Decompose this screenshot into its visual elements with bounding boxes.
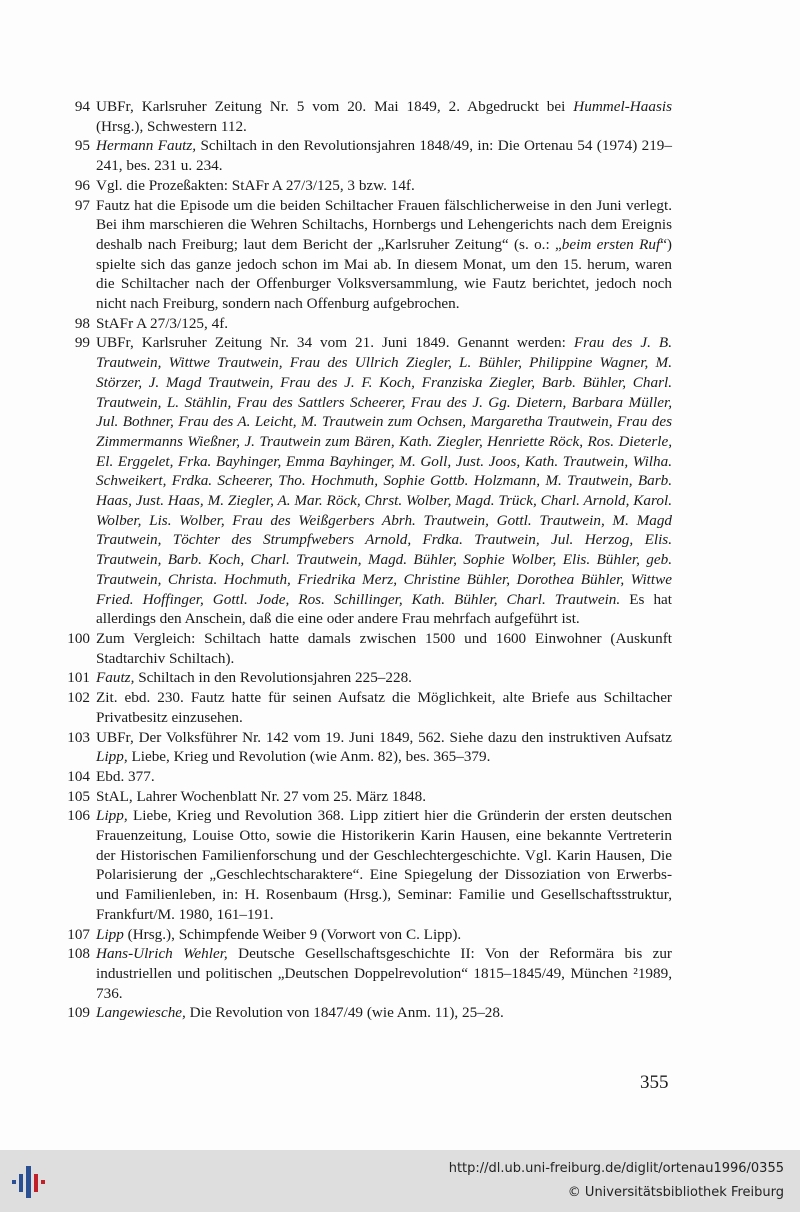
footnote-italic-segment: Lipp (96, 925, 124, 943)
footnote-text (96, 196, 672, 314)
footnote-item (58, 333, 672, 629)
copyright-text: © Universitätsbibliothek Freiburg (567, 1185, 784, 1200)
footnote-segment: Schiltach in den Revolutionsjahren 225–228. (134, 669, 412, 687)
footnote-item (58, 97, 672, 136)
page-number: 355 (640, 1072, 669, 1093)
footnote-segment: Zum Vergleich: Schiltach hatte damals zwischen 1500 und 1600 Einwohner (Auskunft Stadtarchiv Schiltach). (96, 629, 672, 667)
footnote-item (58, 176, 672, 196)
footnote-number: 105 (67, 787, 90, 805)
footnote-text (96, 806, 672, 924)
footnote-number: 101 (67, 669, 90, 687)
footnote-text (96, 668, 672, 688)
footnote-number: 106 (67, 807, 90, 825)
footnote-number: 98 (74, 314, 90, 332)
footnote-item (58, 767, 672, 787)
footnote-item (58, 668, 672, 688)
footnote-number: 102 (67, 689, 90, 707)
footnote-number: 95 (74, 137, 90, 155)
footnote-number: 109 (67, 1004, 90, 1022)
footnote-text (96, 787, 672, 807)
footnote-italic-segment: beim ersten Ruf (561, 235, 661, 253)
footnote-italic-segment: Hummel-Haasis (573, 98, 672, 115)
footnote-text (96, 333, 672, 629)
footnote-text (96, 1003, 672, 1023)
footnote-item (58, 136, 672, 175)
footnote-segment: Es hat allerdings den Anschein, daß die eine oder andere Frau mehrfach aufgeführt ist. (96, 590, 672, 628)
footnote-segment: Deutsche Gesellschaftsgeschichte II: Von der Reformära bis zur industriellen und politischen „Deutschen Doppelrevolution“ 1815–1845/49, München ²1989, 736. (96, 945, 672, 1002)
ub-freiburg-logo-icon (10, 1164, 50, 1200)
footnote-number: 94 (74, 98, 90, 115)
footnote-segment: Liebe, Krieg und Revolution 368. Lipp zitiert hier die Gründerin der ersten deutschen Frauenzeitung, Louise Otto, sowie die Historikerin Karin Hausen, eine bekannte Vertreterin der Historischen Familienforschung und der Geschlechtergeschichte. Vgl. Karin Hausen, Die Polarisierung der „Geschlechtscharaktere“. Eine Spiegelung der Dissoziation von Erwerbs- und Familienleben, in: H. Rosenbaum (Hrsg.), Seminar: Familie und Gesellschaftsstruktur, Frankfurt/M. 1980, 161–191. (96, 807, 672, 923)
footnote-segment: UBFr, Karlsruher Zeitung Nr. 5 vom 20. Mai 1849, 2. Abgedruckt bei (96, 98, 574, 115)
footnote-text (96, 97, 672, 136)
footnote-item (58, 787, 672, 807)
footnote-number: 103 (67, 728, 90, 746)
footnote-text (96, 314, 672, 334)
footnote-segment: StAFr A 27/3/125, 4f. (96, 314, 229, 332)
footnote-item (58, 806, 672, 924)
footnote-italic-segment: Hans-Ulrich Wehler, (96, 945, 228, 963)
footnote-segment: StAL, Lahrer Wochenblatt Nr. 27 vom 25. März 1848. (96, 787, 427, 805)
footnote-number: 100 (67, 629, 90, 647)
footnote-segment: (Hrsg.), Schwestern 112. (96, 117, 247, 135)
footnote-segment: UBFr, Der Volksführer Nr. 142 vom 19. Juni 1849, 562. Siehe dazu den instruktiven Aufsatz (96, 728, 672, 746)
footnote-item (58, 629, 672, 668)
footnote-segment: Liebe, Krieg und Revolution (wie Anm. 82), bes. 365–379. (127, 748, 491, 766)
footnote-item (58, 314, 672, 334)
footnote-item (58, 728, 672, 767)
footnote-text (96, 176, 672, 196)
footnote-text (96, 688, 672, 727)
footnote-segment: Die Revolution von 1847/49 (wie Anm. 11), 25–28. (185, 1004, 504, 1022)
footnote-text (96, 629, 672, 668)
footnote-item (58, 925, 672, 945)
footnote-segment: UBFr, Karlsruher Zeitung Nr. 34 vom 21. Juni 1849. Genannt werden: (96, 334, 574, 352)
source-url-link[interactable]: http://dl.ub.uni-freiburg.de/diglit/ortenau1996/0355 (448, 1161, 784, 1176)
footnote-italic-segment: Lipp, (96, 748, 128, 766)
footnote-item (58, 944, 672, 1003)
footnote-item (58, 196, 672, 314)
footnotes-list (58, 97, 672, 1023)
footnote-segment: “) spielte sich das ganze jedoch schon im Mai ab. In diesem Monat, um den 15. herum, waren die Schiltacher nach der Offenburger Volksversammlung, wie Fautz berichtet, jedoch noch nicht nach Freiburg, sondern nach Offenburg aufgebrochen. (96, 235, 672, 313)
footnote-segment: Vgl. die Prozeßakten: StAFr A 27/3/125, 3 bzw. 14f. (96, 176, 415, 194)
footnote-italic-segment: Lipp, (96, 807, 128, 825)
footnote-segment: Fautz hat die Episode um die beiden Schiltacher Frauen fälschlicherweise in den Juni verlegt. Bei ihm marschieren die Wehren Schiltachs, Hornbergs und Lehengerichts nach dem Ereignis deshalb nach Freiburg; laut dem Bericht der „Karlsruher Zeitung“ (s. o.: „ (96, 196, 672, 253)
footnote-segment: Schiltach in den Revolutionsjahren 1848/49, in: Die Ortenau 54 (1974) 219–241, bes. 231 u. 234. (96, 137, 672, 175)
footnote-number: 96 (74, 176, 90, 194)
footnote-italic-segment: Fautz, (96, 669, 135, 687)
footnote-item (58, 688, 672, 727)
footnote-text (96, 944, 672, 1003)
footnote-italic-segment: Frau des J. B. Trautwein, Wittwe Trautwein, Frau des Ullrich Ziegler, L. Bühler, Philippine Wagner, M. Störzer, J. Magd Trautwein, Frau des J. F. Koch, Franziska Ziegler, Barb. Bühler, Charl. Trautwein, L. Stählin, Frau des Sattlers Scheerer, Frau des J. Gg. Dietern, Barbara Müller, Jul. Bothner, Frau des A. Leicht, M. Trautwein zum Ochsen, Margaretha Trautwein, Frau des Zimmermanns Wießner, J. Trautwein zum Bären, Kath. Ziegler, Henriette Röck, Ros. Dieterle, El. Erggelet, Frka. Bayhinger, Emma Bayhinger, M. Goll, Just. Joos, Kath. Trautwein, Wilha. Schweikert, Frdka. Scheerer, Tho. Hochmuth, Sophie Gottb. Holzmann, M. Trautwein, Barb. Haas, Just. Haas, M. Ziegler, A. Mar. Röck, Chrst. Wolber, Magd. Trück, Charl. Arnold, Karol. Wolber, Lis. Wolber, Frau des Weißgerbers Abrh. Trautwein, Gottl. Trautwein, M. Magd Trautwein, Töchter des Strumpfwebers Arnold, Frdka. Trautwein, Jul. Herzog, Elis. Trautwein, Barb. Koch, Charl. Trautwein, Magd. Bühler, Sophie Wolber, Elis. Bühler, geb. Trautwein, Christa. Hochmuth, Friedrika Merz, Christine Bühler, Dorothea Bühler, Wittwe Fried. Hoffinger, Gottl. Jode, Ros. Schillinger, Kath. Bühler, Charl. Trautwein. (96, 334, 672, 608)
footnote-text (96, 136, 672, 175)
footnote-number: 97 (74, 196, 90, 214)
footnote-number: 99 (74, 334, 90, 352)
footnote-italic-segment: Langewiesche, (96, 1004, 186, 1022)
footnote-text (96, 767, 672, 787)
footnote-segment: Ebd. 377. (96, 767, 155, 785)
footnote-segment: Zit. ebd. 230. Fautz hatte für seinen Aufsatz die Möglichkeit, alte Briefe aus Schiltacher Privatbesitz einzusehen. (96, 689, 672, 726)
footnote-number: 104 (67, 767, 90, 785)
footnote-item (58, 1003, 672, 1023)
footer-bar (0, 1150, 800, 1212)
footnote-number: 108 (67, 945, 90, 963)
footnote-segment: (Hrsg.), Schimpfende Weiber 9 (Vorwort von C. Lipp). (123, 925, 462, 943)
footnote-text (96, 925, 672, 945)
footnote-number: 107 (67, 925, 90, 943)
footnote-italic-segment: Hermann Fautz, (96, 137, 197, 155)
footnote-text (96, 728, 672, 767)
